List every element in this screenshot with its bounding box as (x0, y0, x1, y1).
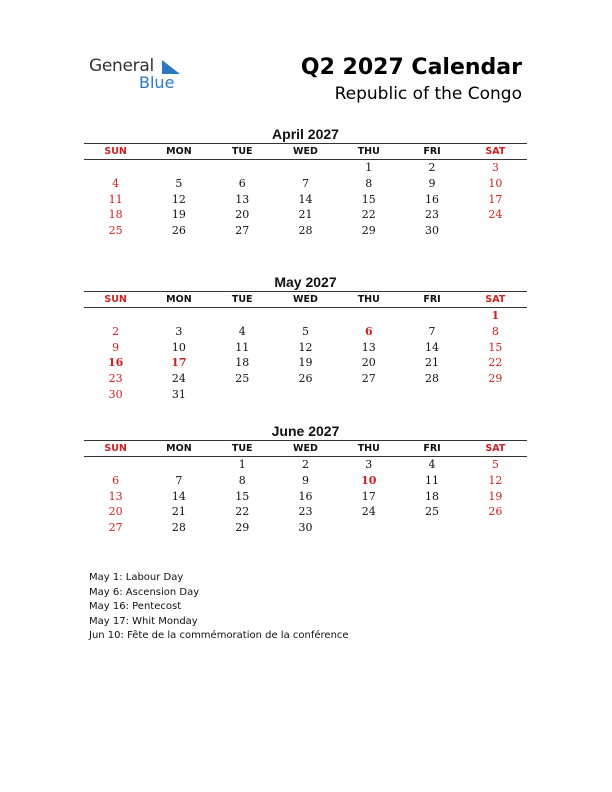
weekday-header: WED (293, 146, 318, 157)
day-cell: 27 (361, 372, 376, 386)
day-cell: 1 (238, 458, 246, 471)
empty-day-cell (211, 160, 274, 176)
weekday-header: THU (357, 294, 380, 305)
holiday-note: May 1: Labour Day (89, 572, 184, 583)
empty-day-cell (464, 387, 527, 403)
weekday-header-row (84, 440, 527, 457)
week-row (84, 308, 527, 324)
week-row (84, 223, 527, 239)
holiday-day-cell: 10 (361, 473, 377, 487)
day-cell: 10 (171, 340, 186, 354)
holiday-note: Jun 10: Fête de la commémoration de la conférence (89, 630, 349, 641)
day-cell: 8 (491, 324, 499, 338)
day-cell: 2 (112, 324, 120, 338)
day-cell: 5 (175, 176, 183, 190)
day-cell: 14 (298, 192, 313, 206)
weekday-header: FRI (423, 146, 441, 157)
day-cell: 15 (361, 192, 376, 206)
empty-day-cell (274, 387, 337, 403)
empty-day-cell (400, 308, 463, 324)
day-cell: 8 (238, 473, 246, 487)
week-row (84, 340, 527, 356)
day-cell: 22 (361, 208, 376, 222)
day-cell: 12 (171, 192, 186, 206)
day-cell: 13 (235, 192, 250, 206)
day-cell: 25 (235, 372, 250, 386)
day-cell: 30 (425, 224, 440, 238)
holiday-day-cell: 16 (107, 356, 124, 370)
day-cell: 3 (365, 458, 373, 471)
weekday-header: SUN (104, 294, 127, 305)
week-row (84, 489, 527, 505)
day-cell: 7 (175, 473, 183, 487)
day-cell: 21 (171, 505, 186, 519)
day-cell: 23 (298, 505, 313, 519)
day-cell: 26 (171, 224, 186, 238)
weekday-header: WED (293, 443, 318, 454)
day-cell: 6 (238, 176, 246, 190)
week-row (84, 324, 527, 340)
weekday-header: THU (357, 443, 380, 454)
day-cell: 20 (235, 208, 250, 222)
day-cell: 2 (301, 458, 309, 471)
day-cell: 12 (488, 473, 503, 487)
day-cell: 23 (425, 208, 440, 222)
day-cell: 15 (235, 489, 250, 503)
day-cell: 2 (428, 161, 436, 174)
empty-day-cell (211, 308, 274, 324)
holiday-notes (89, 571, 349, 644)
day-cell: 22 (488, 356, 503, 370)
week-row (84, 355, 527, 371)
day-cell: 29 (235, 521, 250, 535)
holiday-day-cell: 1 (491, 309, 500, 322)
day-cell: 28 (171, 521, 186, 535)
holiday-day-cell: 17 (171, 356, 187, 370)
day-cell: 8 (365, 176, 373, 190)
weekday-header-row (84, 291, 527, 308)
day-cell: 16 (425, 192, 440, 206)
day-cell: 7 (428, 324, 436, 338)
day-cell: 29 (361, 224, 376, 238)
day-cell: 27 (108, 521, 123, 535)
day-cell: 20 (108, 505, 123, 519)
week-row (84, 371, 527, 387)
day-cell: 11 (235, 340, 250, 354)
day-cell: 9 (112, 340, 120, 354)
logo-general-text: General (89, 56, 154, 76)
day-cell: 9 (301, 473, 309, 487)
day-cell: 12 (298, 340, 313, 354)
weekday-header: FRI (423, 443, 441, 454)
day-cell: 20 (361, 356, 376, 370)
weekday-header: TUE (231, 146, 253, 157)
generalblue-logo (89, 56, 189, 96)
day-cell: 10 (488, 176, 503, 190)
day-cell: 11 (425, 473, 440, 487)
week-row (84, 387, 527, 403)
week-row (84, 207, 527, 223)
empty-day-cell (147, 160, 210, 176)
empty-day-cell (400, 520, 463, 536)
day-cell: 31 (171, 387, 186, 401)
day-cell: 28 (425, 372, 440, 386)
month-title: April 2027 (272, 126, 339, 142)
day-cell: 21 (298, 208, 313, 222)
weekday-header: SAT (485, 146, 506, 157)
day-cell: 19 (488, 489, 503, 503)
empty-day-cell (147, 308, 210, 324)
weekday-header: FRI (423, 294, 441, 305)
day-cell: 15 (488, 340, 503, 354)
page-title: Q2 2027 Calendar (300, 55, 522, 80)
weekday-header: MON (166, 146, 192, 157)
holiday-note: May 16: Pentecost (89, 601, 182, 612)
day-cell: 5 (491, 458, 499, 471)
day-cell: 17 (361, 489, 376, 503)
day-cell: 24 (488, 208, 503, 222)
week-row (84, 473, 527, 489)
empty-day-cell (400, 387, 463, 403)
day-cell: 30 (108, 387, 123, 401)
empty-day-cell (84, 308, 147, 324)
weekday-header: SUN (104, 146, 127, 157)
weekday-header: SAT (485, 294, 506, 305)
week-row (84, 192, 527, 208)
empty-day-cell (84, 160, 147, 176)
week-row (84, 457, 527, 473)
weekday-header: TUE (231, 294, 253, 305)
page-subtitle: Republic of the Congo (334, 84, 522, 104)
empty-day-cell (337, 308, 400, 324)
weekday-header: SAT (485, 443, 506, 454)
day-cell: 5 (301, 324, 309, 338)
day-cell: 3 (491, 161, 499, 174)
day-cell: 11 (108, 192, 123, 206)
empty-day-cell (147, 457, 210, 473)
day-cell: 7 (301, 176, 309, 190)
weekday-header-row (84, 143, 527, 160)
day-cell: 30 (298, 521, 313, 535)
day-cell: 4 (238, 324, 246, 338)
day-cell: 28 (298, 224, 313, 238)
empty-day-cell (84, 457, 147, 473)
month-title: May 2027 (274, 274, 337, 290)
holiday-note: May 6: Ascension Day (89, 586, 200, 598)
empty-day-cell (464, 520, 527, 536)
weekday-header: SUN (104, 443, 127, 454)
empty-day-cell (337, 520, 400, 536)
logo-blue-text: Blue (139, 73, 175, 92)
empty-day-cell (211, 387, 274, 403)
calendar-april (84, 125, 527, 239)
day-cell: 14 (425, 340, 440, 354)
empty-day-cell (274, 160, 337, 176)
day-cell: 26 (488, 505, 503, 519)
week-row (84, 504, 527, 520)
day-cell: 19 (171, 208, 186, 222)
empty-day-cell (464, 223, 527, 239)
week-row (84, 520, 527, 536)
day-cell: 25 (108, 224, 123, 238)
day-cell: 18 (425, 489, 440, 503)
day-cell: 4 (428, 458, 436, 471)
day-cell: 13 (108, 489, 123, 503)
day-cell: 21 (425, 356, 440, 370)
holiday-day-cell: 6 (364, 324, 373, 338)
day-cell: 6 (112, 473, 120, 487)
day-cell: 16 (298, 489, 313, 503)
day-cell: 3 (175, 324, 183, 338)
day-cell: 17 (488, 192, 503, 206)
day-cell: 19 (298, 356, 313, 370)
day-cell: 24 (361, 505, 376, 519)
day-cell: 4 (112, 176, 120, 190)
day-cell: 29 (488, 372, 503, 386)
week-row (84, 160, 527, 176)
empty-day-cell (274, 308, 337, 324)
calendar-june (84, 422, 527, 536)
day-cell: 18 (235, 356, 250, 370)
month-title: June 2027 (271, 423, 340, 439)
day-cell: 13 (361, 340, 376, 354)
weekday-header: MON (166, 443, 192, 454)
day-cell: 25 (425, 505, 440, 519)
weekday-header: TUE (231, 443, 253, 454)
weekday-header: WED (293, 294, 318, 305)
week-row (84, 176, 527, 192)
day-cell: 9 (428, 176, 436, 190)
day-cell: 23 (108, 372, 123, 386)
day-cell: 26 (298, 372, 313, 386)
day-cell: 27 (235, 224, 250, 238)
day-cell: 18 (108, 208, 123, 222)
day-cell: 14 (171, 489, 186, 503)
weekday-header: MON (166, 294, 192, 305)
holiday-note: May 17: Whit Monday (89, 615, 198, 627)
day-cell: 24 (171, 372, 186, 386)
calendar-may (84, 273, 527, 403)
day-cell: 22 (235, 505, 250, 519)
empty-day-cell (337, 387, 400, 403)
day-cell: 1 (365, 161, 373, 174)
weekday-header: THU (357, 146, 380, 157)
